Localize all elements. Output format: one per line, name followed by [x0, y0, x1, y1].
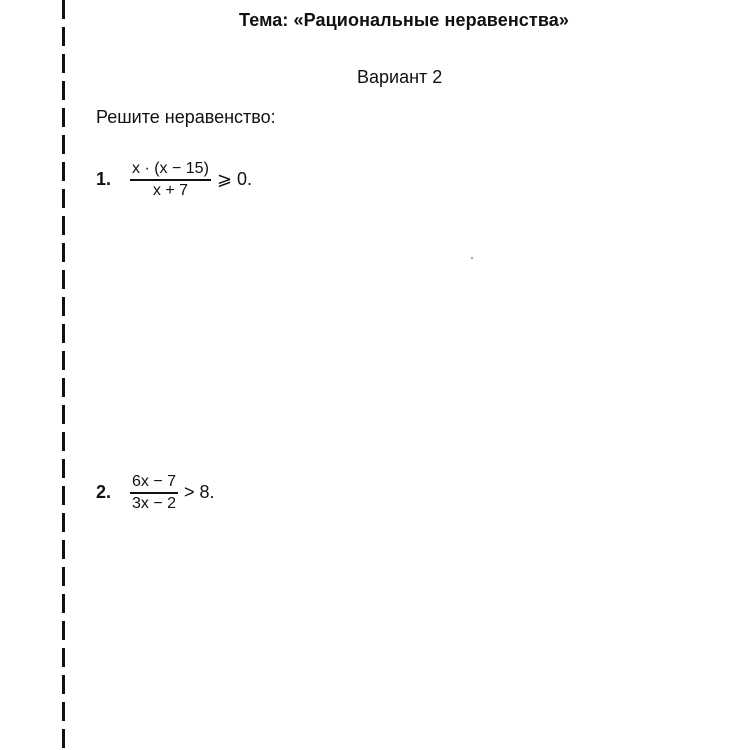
print-speck — [471, 257, 473, 259]
denominator: 3x − 2 — [132, 494, 177, 512]
inequality-rhs: > 8. — [184, 482, 215, 503]
variant-label: Вариант 2 — [357, 67, 443, 87]
fraction-bar — [130, 492, 178, 494]
inequality-rhs: ⩾ 0. — [216, 169, 253, 190]
worksheet-title: Тема: «Рациональные неравенства» — [239, 10, 569, 30]
denominator: x + 7 — [152, 181, 189, 199]
fraction-bar — [130, 179, 211, 181]
problem-number: 1. — [96, 169, 112, 190]
fraction — [130, 160, 211, 200]
problem-2 — [96, 473, 215, 513]
fraction — [130, 473, 178, 513]
cut-line — [62, 0, 65, 750]
problem-number: 2. — [96, 482, 112, 503]
numerator: x · (x − 15) — [132, 160, 209, 177]
instruction-text: Решите неравенство: — [96, 107, 276, 127]
problem-1 — [96, 160, 252, 200]
numerator: 6x − 7 — [132, 473, 177, 490]
